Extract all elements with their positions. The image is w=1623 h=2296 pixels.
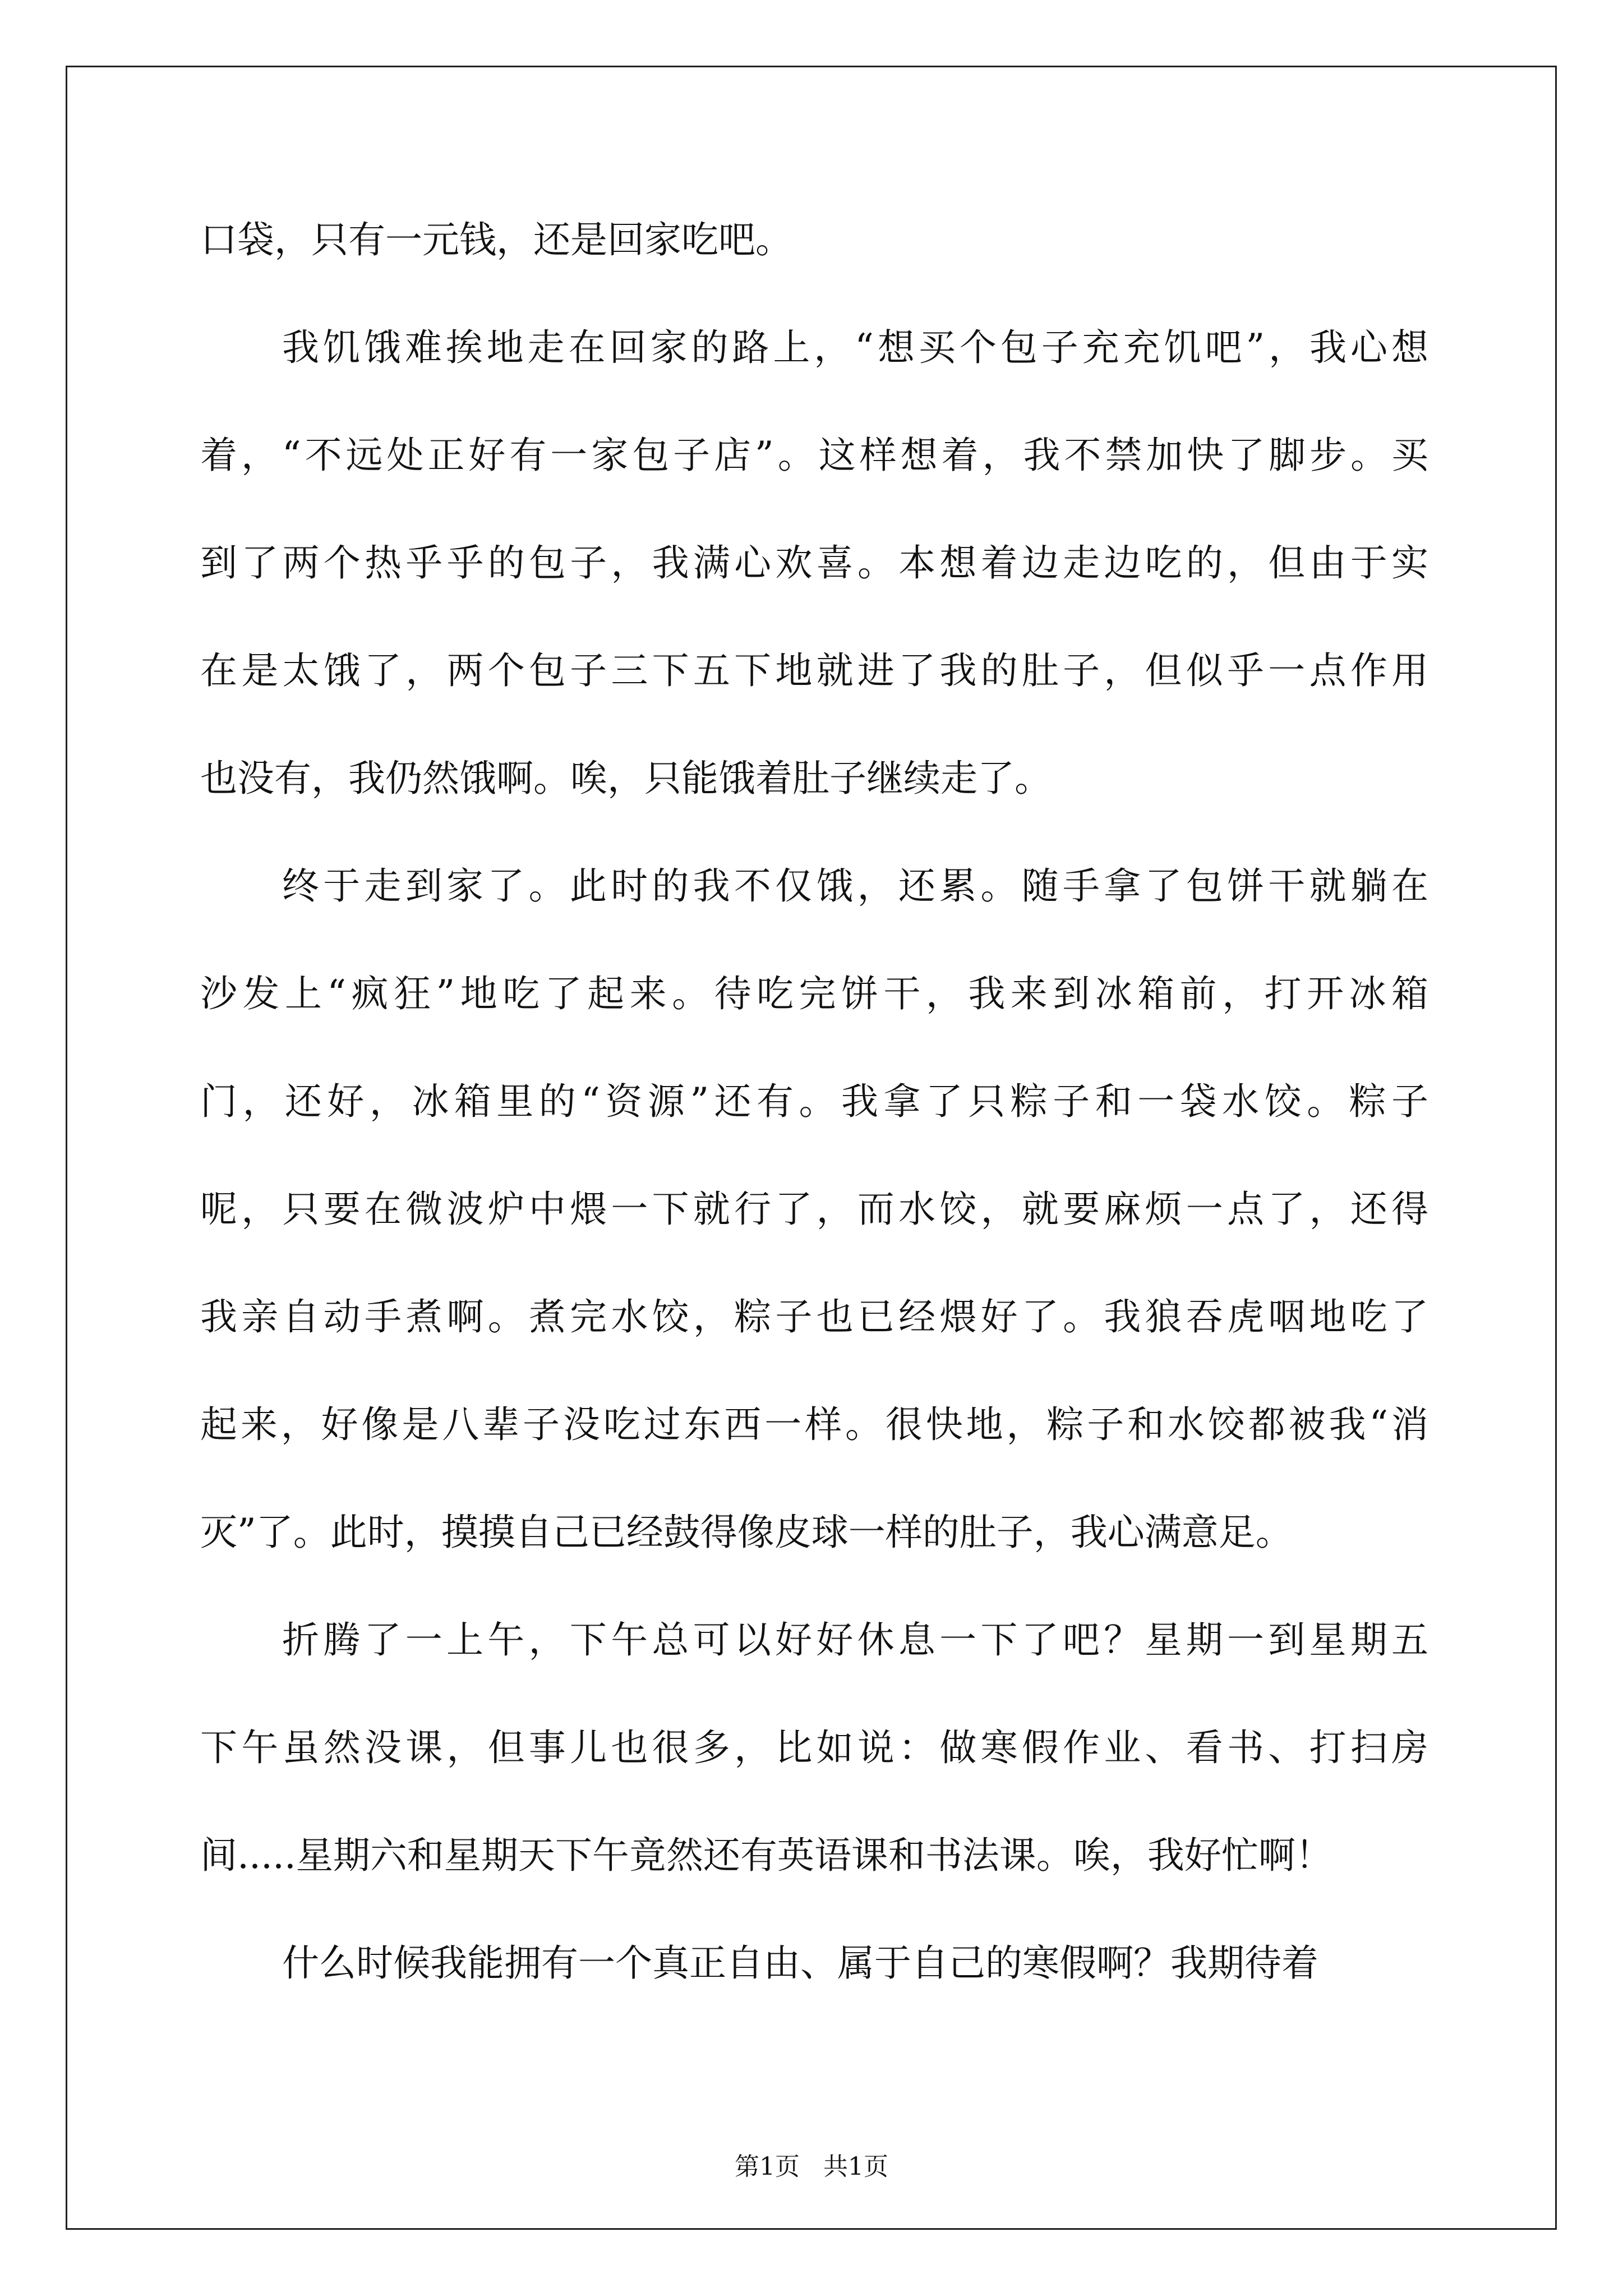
paragraph <box>200 213 1428 267</box>
text-line: 灭”了。此时，摸摸自己已经鼓得像皮球一样的肚子，我心满意足。 <box>200 1511 1293 1554</box>
paragraph <box>200 1613 1428 1883</box>
paragraph <box>200 1936 1428 1990</box>
text-line: 我饥饿难挨地走在回家的路上，“想买个包子充充饥吧”，我心想 <box>282 326 1428 369</box>
document-body <box>200 213 1428 2044</box>
text-line: 到了两个热乎乎的包子，我满心欢喜。本想着边走边吃的，但由于实 <box>200 541 1428 585</box>
page-footer: 第1页 共1页 <box>735 2152 888 2181</box>
text-line: 呢，只要在微波炉中煨一下就行了，而水饺，就要麻烦一点了，还得 <box>200 1188 1428 1231</box>
text-line: 终于走到家了。此时的我不仅饿，还累。随手拿了包饼干就躺在 <box>282 864 1428 908</box>
paragraph <box>200 321 1428 806</box>
text-line: 也没有，我仍然饿啊。唉，只能饿着肚子继续走了。 <box>200 757 1052 800</box>
text-line: 起来，好像是八辈子没吃过东西一样。很快地，粽子和水饺都被我“消 <box>200 1403 1428 1446</box>
text-line: 我亲自动手煮啊。煮完水饺，粽子也已经煨好了。我狼吞虎咽地吃了 <box>200 1295 1428 1338</box>
text-line: 口袋，只有一元钱，还是回家吃吧。 <box>200 218 792 261</box>
text-line: 在是太饿了，两个包子三下五下地就进了我的肚子，但似乎一点作用 <box>200 649 1428 692</box>
text-line: 着，“不远处正好有一家包子店”。这样想着，我不禁加快了脚步。买 <box>200 434 1428 477</box>
text-line: 沙发上“疯狂”地吃了起来。待吃完饼干，我来到冰箱前，打开冰箱 <box>200 972 1428 1015</box>
text-line: 下午虽然没课，但事儿也很多，比如说：做寒假作业、看书、打扫房 <box>200 1726 1428 1769</box>
text-line: 门，还好，冰箱里的“资源”还有。我拿了只粽子和一袋水饺。粽子 <box>200 1080 1428 1123</box>
text-line: 折腾了一上午，下午总可以好好休息一下了吧？星期一到星期五 <box>282 1618 1428 1662</box>
text-line: 什么时候我能拥有一个真正自由、属于自己的寒假啊？我期待着 <box>282 1941 1318 1985</box>
text-line: 间.....星期六和星期天下午竟然还有英语课和书法课。唉，我好忙啊！ <box>200 1834 1332 1877</box>
paragraph <box>200 859 1428 1559</box>
